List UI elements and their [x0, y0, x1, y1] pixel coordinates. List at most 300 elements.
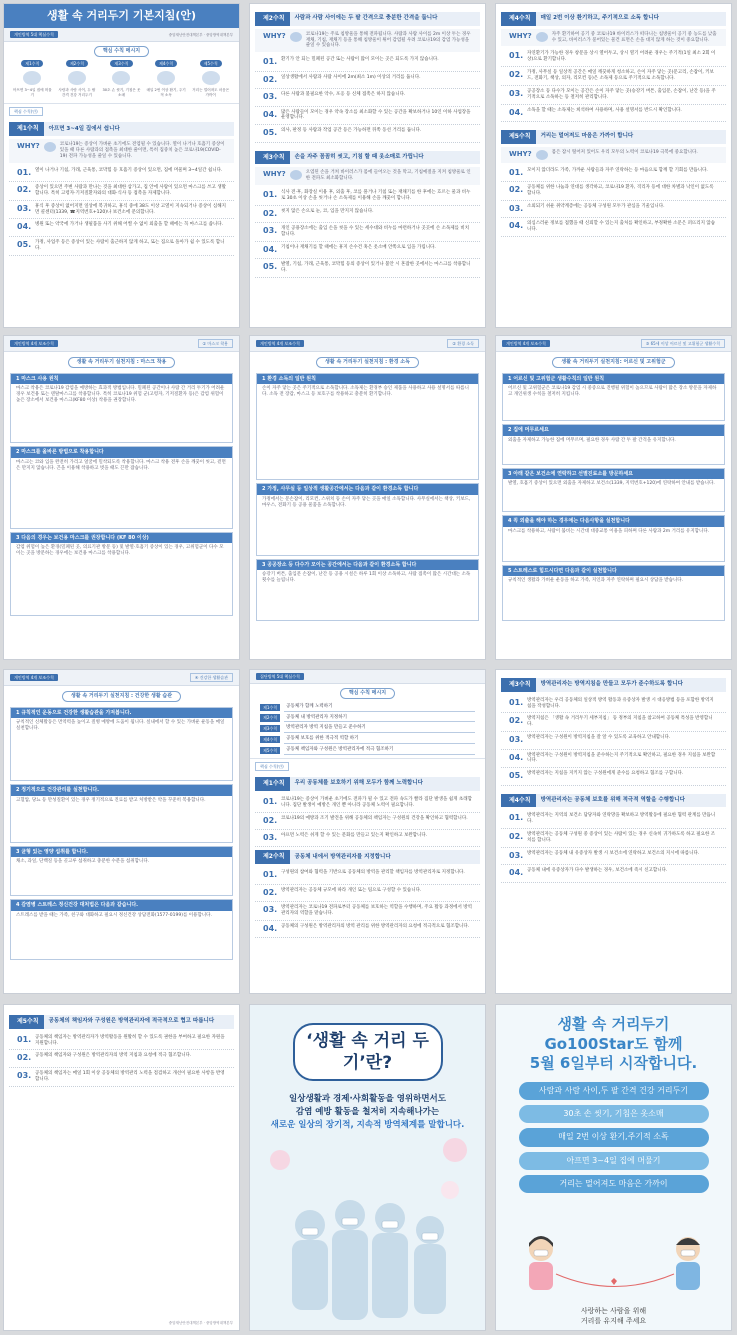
guideline-section	[502, 515, 725, 562]
item-number: 01.	[17, 1034, 32, 1044]
rule-item	[255, 867, 480, 884]
why-box	[501, 147, 726, 163]
agency-logos: 중앙재난안전대책본부 · 중앙방역대책본부	[168, 32, 233, 37]
rule-item	[255, 187, 480, 206]
rule-item	[255, 794, 480, 813]
rule-item	[501, 67, 726, 86]
detail-tag: 핵심 수칙(안)	[255, 762, 289, 771]
item-number: 03.	[17, 203, 32, 213]
section-strip	[496, 336, 731, 352]
rule-item	[255, 921, 480, 938]
page-title: 생활 속 거리두기 기본지침(안)	[4, 4, 239, 28]
rule-title: 거리는 멀어져도 마음은 가까이 합니다	[540, 133, 634, 140]
item-text: 공동체의 책임자와 구성원은 방역관리자의 방역 지침과 요청에 적극 협조합니다.	[35, 1053, 192, 1059]
agency-logos: 중앙재난안전대책본부 · 중앙방역대책본부	[168, 1321, 233, 1326]
guideline-pill: 생활 속 거리두기 실천지침 : 건강한 생활 습관	[62, 691, 181, 702]
msg-pill-wrap	[4, 46, 239, 57]
item-text: 의심스러운 정보를 접했을 때 신뢰할 수 있는지 출처를 확인하고, 부정확한 소문은 퍼뜨리지 않습니다.	[527, 221, 716, 233]
guideline-section	[10, 899, 233, 960]
rule-item	[255, 813, 480, 830]
rule-item	[501, 695, 726, 714]
item-text: 발열, 기침, 가래, 근육통, 코막힘 등의 증상이 있거나 불안 시 혼잡한 곳에서는 마스크를 착용합니다.	[281, 262, 471, 274]
guideline-section	[10, 532, 233, 617]
item-number: 04.	[263, 109, 278, 119]
rule-number: 제1수칙	[258, 777, 290, 791]
rule-item	[9, 182, 234, 201]
why-text: 몸은 잠시 떨어져 있어도 우리 모두의 노력이 코로나19 극복에 중요합니다.	[551, 149, 698, 155]
message-pill: 핵심 수칙 메시지	[94, 46, 149, 57]
rule-bars	[496, 1082, 731, 1194]
message-rule: 제4수칙	[260, 736, 280, 743]
group-guideline-page-1	[249, 669, 486, 994]
section-title: 2 집에 머무르세요	[503, 425, 724, 436]
rule-bar: 거리는 멀어져도 마음은 가까이	[519, 1175, 709, 1193]
item-number: 04.	[509, 107, 524, 117]
rule-header	[501, 12, 726, 26]
section-body: 손이 자주 닿는 곳은 주기적으로 소독합니다. 소독제는 환경부 승인 제품을 사용하고 사용 설명서를 따릅니다. 소독 전 장갑, 마스크 등 보호구를 착용하고 충분히 환기합니다.	[262, 386, 469, 398]
message-row	[260, 735, 475, 744]
item-text: 아프면 노력은 쉬게 할 수 있는 문화를 만들고 있는지 확인하고 보완합니다.	[281, 832, 428, 838]
message-text: 공동체 책임자와 구성원은 방역관리자에 적극 협조하기	[284, 746, 475, 755]
section-tag: 개인방역 4개 보조수칙	[10, 340, 58, 347]
item-number: 03.	[263, 92, 278, 102]
rule-item	[501, 48, 726, 67]
item-number: 04.	[263, 244, 278, 254]
rule-icon-text: 아프면 3~4일 집에 머물기	[12, 87, 52, 97]
rule-icon-1	[12, 60, 52, 97]
rule-item	[255, 125, 480, 142]
item-text: 소외되기 쉬운 취약계층에는 공동체 구성원 모두가 관심을 기울입니다.	[527, 203, 665, 209]
item-text: 공동체의 구성원은 방역관리자의 방역 관리를 위한 방역관리자의 요청에 적극적으로 협조합니다.	[281, 923, 470, 929]
item-text: 방역관리자는 지역의 보건소 담당자와 연락망을 확보하고 방역활동에 필요한 협력 관계를 만듭니다.	[527, 813, 716, 825]
rule-item	[501, 218, 726, 237]
rule-item	[9, 165, 234, 182]
guideline-section	[10, 846, 233, 897]
section-body: 감염 위험이 높은 환경(밀폐된 곳, 의료기관 방문 등) 및 발열·호흡기 증상이 있는 경우, 고위험군이 다수 모이는 곳을 방문하는 경우에는 보건용 마스크를 착용합니다.	[16, 545, 224, 557]
item-text: 열이 나거나 기침, 가래, 근육통, 코막힘 등 호흡기 증상이 있으면, 집에 머물며 3~4일간 쉽니다.	[35, 167, 223, 173]
section-title: 5 스트레스로 힘드시다면 다음과 같이 실천합니다	[503, 566, 724, 577]
item-text: 기침이나 재채기를 할 때에는 휴지 손수건 혹은 옷소매 안쪽으로 입을 가립니다.	[281, 244, 436, 250]
rule-item	[501, 750, 726, 769]
rule-item	[501, 810, 726, 829]
message-text: 공동체가 함께 노력하기	[284, 703, 475, 712]
rule-header	[501, 130, 726, 144]
rule-number: 제5수칙	[12, 1015, 44, 1029]
rule-item	[501, 105, 726, 122]
rule-icon-5	[191, 60, 231, 97]
rule-number: 제2수칙	[258, 850, 290, 864]
guideline-section	[10, 784, 233, 843]
section-body: 발열, 호흡기 증상이 있으면 외출을 자제하고 보건소(1339, 지역번호+120)에 연락하여 안내를 받습니다.	[508, 481, 715, 487]
rule-number: 제1수칙	[12, 122, 44, 136]
item-number: 05.	[17, 239, 32, 249]
rule-icons	[4, 57, 239, 100]
rule-item	[255, 107, 480, 126]
campaign-poster-start	[495, 1004, 732, 1331]
item-text: 개인 공용장소에는 출입 손을 씻을 수 있는 세수대와 비누를 마련하거나 곳곳에 손 소독제를 비치합니다.	[281, 226, 470, 237]
section-body: 채소, 과일, 단백질 등을 골고루 섭취하고 충분한 수분을 섭취합니다.	[16, 859, 150, 865]
item-number: 03.	[509, 203, 524, 213]
item-number: 05.	[263, 262, 278, 272]
section-strip	[4, 28, 239, 42]
virus-icon	[44, 142, 56, 152]
rule-icon-text: 거리는 멀어져도 마음은 가까이	[192, 87, 230, 97]
rule-item	[255, 54, 480, 71]
guideline-section	[502, 565, 725, 622]
item-number: 03.	[509, 88, 524, 98]
why-label: WHY?	[509, 149, 532, 158]
item-number: 05.	[263, 128, 278, 138]
rule-header	[9, 1015, 234, 1029]
item-text: 코로나19는 증상이 가벼운 초기에도 전파가 될 수 있고 전파 속도가 빨라 집단 발생을 쉽게 초래합니다. 집단 발생이 예방은 개인 뿐 아니라 공동체 노력이 필요합니다.	[281, 796, 472, 808]
pill-wrap	[250, 688, 485, 699]
rule-item	[255, 72, 480, 89]
handwash-icon	[112, 71, 130, 85]
ventilation-icon	[157, 71, 175, 85]
section-title: 2 가정, 사무실 등 일상적 생활공간에서는 다음과 같이 환경소독 합니다	[257, 484, 478, 495]
item-number: 02.	[509, 185, 524, 195]
item-number: 01.	[509, 167, 524, 177]
section-tag: 개인방역 5대 핵심수칙	[10, 31, 58, 38]
message-rule: 제2수칙	[260, 714, 280, 721]
poster-title-1: 생활 속 거리두기	[557, 1015, 670, 1033]
section-tag: 개인방역 4개 보조수칙	[256, 340, 304, 347]
rule-icon-label: 제3수칙	[110, 60, 132, 67]
section-body: 가정에서는 문손잡이, 리모컨, 스위치 등 손이 자주 닿는 곳을 매일 소독합니다. 사무실에서는 책상, 키보드, 마우스, 전화기 등 공용 물품을 소독합니다.	[262, 496, 471, 508]
rule-item	[9, 1068, 234, 1087]
item-text: 증상이 있으면 주변 사람과 만나는 것을 최대한 삼가고, 집 안에 사람이 있으면 마스크를 쓰고 생활합니다. 특히 고령자·기저질환자와의 대화·식사 등 접촉을 자제합니다.	[35, 185, 226, 196]
item-number: 03.	[263, 832, 278, 842]
item-number: 04.	[509, 752, 524, 762]
why-box	[9, 139, 234, 163]
rule-item	[501, 732, 726, 749]
guideline-section	[256, 483, 479, 556]
window-icon	[536, 32, 548, 42]
detail-tag-wrap	[250, 758, 485, 774]
section-title: 3 공공장소 등 다수가 모이는 공간에서는 다음과 같이 환경소독 합니다	[257, 560, 478, 571]
section-body: 마스크를 착용하고, 사람이 붐비는 시간대 대중교통 이용을 피하며 다른 사람과 2m 거리를 유지합니다.	[508, 528, 710, 534]
item-text: 일상생활에서 사람과 사람 사이에 2m(최소 1m) 이상의 거리를 둡니다.	[281, 74, 421, 80]
pill-wrap	[250, 357, 485, 368]
heart-icon	[202, 71, 220, 85]
item-text: 방역관리자는 구성원이 방역지침을 준수하는지 주기적으로 확인하고, 필요한 경우 지침을 보완합니다.	[527, 752, 716, 764]
rule-item	[501, 848, 726, 865]
guideline-page-3	[495, 3, 732, 328]
item-text: 코로나19의 예방과 조기 발견을 위해 공동체의 책임자는 구성원의 건강을 확인하고 협력합니다.	[281, 815, 468, 821]
item-number: 01.	[17, 167, 32, 177]
rule-item	[501, 165, 726, 182]
pill-wrap	[4, 357, 239, 368]
poster-line-1: 일상생활과 경제·사회활동을 영위하면서도	[289, 1094, 446, 1105]
item-text: 환기가 안 되는 밀폐된 공간 또는 사람이 많이 모이는 곳은 되도록 가지 않습니다.	[281, 57, 439, 63]
why-label: WHY?	[509, 31, 532, 40]
rule-item	[255, 89, 480, 106]
bottom-line-2: 거리를 유지해 주세요	[580, 1316, 647, 1325]
rule-item	[501, 768, 726, 785]
rule-item	[501, 829, 726, 848]
rule-icon-label: 제5수칙	[200, 60, 222, 67]
rule-bar: 아프면 3~4일 집에 머물기	[519, 1152, 709, 1170]
rule-icon-label: 제1수칙	[21, 60, 43, 67]
section-strip	[250, 336, 485, 352]
rule-number: 제4수칙	[504, 12, 536, 26]
group-guideline-page-3	[3, 1004, 240, 1331]
rule-header	[255, 12, 480, 26]
rule-number: 제3수칙	[258, 151, 290, 165]
why-text: 오염된 손을 거쳐 바이러스가 몸에 들어오는 것을 막고, 기침예절을 지켜 침방울로 인한 전파도 최소화합니다.	[305, 170, 471, 182]
rule-item	[9, 1050, 234, 1067]
poster-text	[250, 1093, 485, 1130]
section-body: 마스크 착용은 코로나19 감염을 예방하는 효과적 방법입니다. 밀폐된 공간이나 사람 간 거리 두기가 어려운 경우 보건용 또는 덴탈마스크를 착용합니다. 특히 코로나19 위험 군(고령자, 기저질환자 등)은 감염 위험이 높은 장소에서 보건용 마스크(KF80 이상) 착용을 권장합니다.	[16, 386, 225, 403]
section-body: 규칙적인 신체활동은 면역력을 높이고 질병 예방에 도움이 됩니다. 실내에서 할 수 있는 가벼운 운동을 매일 실천합니다.	[16, 720, 225, 732]
item-number: 03.	[263, 226, 278, 236]
guideline-pill: 생활 속 거리두기 실천지침: 어르신 및 고위험군	[552, 357, 674, 368]
rule-item	[501, 865, 726, 882]
section-body: 승강기 버튼, 출입문 손잡이, 난간 등 공용 시설은 하루 1회 이상 소독하고, 사람 접촉이 많은 시간대는 소독 횟수를 늘립니다.	[262, 572, 471, 584]
rule-title: 방역관리자는 공동체 보호를 위해 적극적 역할을 수행합니다	[540, 796, 685, 803]
guideline-page-1	[3, 3, 240, 328]
rule-number: 제3수칙	[504, 678, 536, 692]
item-number: 02.	[263, 208, 278, 218]
why-box	[501, 29, 726, 47]
rule-item	[255, 885, 480, 902]
children-illustration	[496, 1229, 732, 1304]
item-number: 03.	[509, 850, 524, 860]
rule-title: 손을 자주 꼼꼼히 씻고, 기침 할 때 옷소매로 가립니다	[294, 153, 424, 160]
people-illustration	[250, 1130, 486, 1330]
sub-tag: ① 마스크 착용	[198, 339, 233, 348]
pill-wrap	[496, 357, 731, 368]
why-box	[255, 29, 480, 53]
rule-item	[255, 902, 480, 921]
item-text: 병원 또는 약국에 가거나 생필품을 사기 위해 어쩔 수 없이 외출을 할 때에는 꼭 마스크를 씁니다.	[35, 222, 224, 228]
section-body: 외출을 자제하고 가능한 집에 머무르며, 필요한 경우 사람 간 두 팔 간격을 유지합니다.	[508, 437, 676, 443]
section-title: 1 규칙적인 운동으로 건강한 생활습관을 가져봅니다.	[11, 708, 232, 719]
item-text: 다른 사람과 불필요한 악수, 포옹 등 신체 접촉은 하지 않습니다.	[281, 92, 406, 98]
item-number: 04.	[509, 221, 524, 231]
message-row	[260, 714, 475, 723]
section-title: 1 환경 소독의 일반 원칙	[257, 374, 478, 385]
item-number: 01.	[263, 870, 278, 880]
message-row	[260, 703, 475, 712]
guideline-section	[502, 373, 725, 422]
rule-header	[9, 122, 234, 136]
sub-tag: ③ 65세 이상 어르신 및 고위험군 생활수칙	[641, 339, 725, 348]
message-pill: 핵심 수칙 메시지	[340, 688, 395, 699]
guideline-pill: 생활 속 거리두기 실천지침 : 환경 소독	[316, 357, 419, 368]
rule-header	[255, 850, 480, 864]
rule-title: 우리 공동체를 보호하기 위해 모두가 함께 노력합니다	[294, 780, 423, 787]
item-text: 방역관리자는 우리 공동체의 일상적 방역 활동과 유증상자 발생 시 대응방법 등을 포함한 방역지침을 작성합니다.	[527, 697, 714, 709]
guideline-pill: 생활 속 거리두기 실천지침 : 마스크 착용	[68, 357, 176, 368]
poster-title-2: Go100Star도 함께	[544, 1034, 683, 1053]
item-text: 방역관리자는 지침을 지키지 않는 구성원에게 준수를 요청하고 협조를 구합니다.	[527, 771, 684, 777]
item-text: 가정, 사업주 등은 증상이 있는 사람이 출근하지 않게 하고, 또는 집으로 돌아가 쉴 수 있도록 합니다.	[35, 239, 225, 251]
rule-number: 제5수칙	[504, 130, 536, 144]
campaign-poster-definition	[249, 1004, 486, 1331]
disinfection-guideline-page	[249, 335, 486, 660]
rule-bar: 매일 2번 이상 환기,주기적 소독	[519, 1128, 709, 1146]
rule-item	[9, 1032, 234, 1051]
elderly-guideline-page	[495, 335, 732, 660]
item-text: 방역관리자는 코로나19 전파로부터 공동체를 보호하는 역할을 수행하며, 주요 활동 과정에서 방역관리자의 역할을 맡습니다.	[281, 904, 472, 916]
rule-title: 매일 2번 이상 환기하고, 주기적으로 소독 합니다	[540, 15, 659, 22]
rule-item	[501, 201, 726, 218]
sub-tag: ② 환경 소독	[447, 339, 479, 348]
why-text: 자주 환기하여 공기 중 코로나19 바이러스가 떠다니는 침방울이 공기 중 농도를 낮출 수 있고, 바이러스가 묻어있는 물건 표면은 손을 대지 않게 하는 것이 중요합니다.	[551, 31, 717, 43]
rule-item	[9, 237, 234, 256]
section-title: 2 정기적으로 건강관리를 실천합니다.	[11, 785, 232, 796]
item-text: 식사 전·후, 화장실 이용 후, 외출 후, 코를 풀거나 기침 또는 재채기를 한 후에는 흐르는 물과 비누로 30초 이상 손을 씻거나 손 소독제를 이용해 손을 깨끗이 합니다.	[281, 190, 471, 201]
poster-line-2: 감염 예방 활동을 철저히 지속해나가는	[295, 1107, 440, 1118]
item-text: 공동체의 책임자는 방역관리자가 방역활동을 원활히 할 수 있도록 권한을 부여하고 필요한 자원을 지원합니다.	[35, 1034, 225, 1046]
rule-icon-text: 매일 2번 이상 환기, 주기적 소독	[146, 87, 186, 97]
item-text: 공동체 내에 유증상자가 다수 발생하는 경우, 보건소에 즉시 신고합니다.	[527, 868, 668, 874]
message-rule: 제5수칙	[260, 747, 280, 754]
why-label: WHY?	[17, 142, 40, 151]
section-title: 2 마스크를 올바른 방법으로 착용합니다	[11, 447, 232, 458]
section-body: 마스크는 코와 입을 완전히 가리고 얼굴에 밀착되도록 착용합니다. 마스크 착용 전후 손을 깨끗이 씻고, 겉면은 만지지 않습니다. 끈을 이용해 착용하고 벗을 때도 끈만 잡습니다.	[16, 459, 226, 471]
poster-line-emphasis: 새로운 일상의 장기적, 지속적 방역체계를 말합니다.	[270, 1119, 465, 1130]
item-number: 04.	[509, 868, 524, 878]
item-text: 방역관리자는 공동체 내 유증상자 발생 시 보건소에 연락하고 보건소의 지시에 따릅니다.	[527, 850, 700, 856]
rule-bar: 30초 손 씻기, 기침은 옷소매	[519, 1105, 709, 1123]
section-strip	[4, 670, 239, 686]
handwash-icon	[290, 170, 302, 180]
rule-item	[9, 201, 234, 220]
item-number: 04.	[263, 923, 278, 933]
distance-icon	[68, 71, 86, 85]
item-number: 02.	[509, 832, 524, 842]
item-text: 공공장소 등 다수가 모이는 공간은 손이 자주 닿는 곳(승강기 버튼, 출입문, 손잡이, 난간 등)을 주기적으로 소독하는 등 철저히 관리합니다.	[527, 88, 716, 100]
mask-guideline-page	[3, 335, 240, 660]
message-rule: 제1수칙	[260, 704, 280, 711]
section-title: 1 어르신 및 고위험군 생활수칙의 일반 원칙	[503, 374, 724, 385]
item-text: 공동체를 위한 나눔과 연대를 생각하고, 코로나19 환자, 격리자 등에 대한 차별과 낙인이 없도록 합니다.	[527, 185, 714, 196]
stay-home-icon	[23, 71, 41, 85]
rule-item	[255, 259, 480, 278]
section-title: 1 마스크 사용 원칙	[11, 374, 232, 385]
why-text: 코로나19는 주로 침방울을 통해 전파됩니다. 사람과 사람 사이를 2m 이상 두는 경우 재채, 기침, 재채기 등을 통해 침방울이 튀어 감염될 우려 코로나19의 감염 가능성을 줄일 수 있습니다.	[305, 31, 471, 49]
item-number: 03.	[263, 904, 278, 914]
message-row	[260, 724, 475, 733]
section-strip	[4, 336, 239, 352]
rule-icon-3	[101, 60, 141, 97]
poster-title-3: 5월 6일부터 시작합니다.	[529, 1054, 698, 1072]
guideline-section	[502, 424, 725, 465]
item-number: 02.	[17, 1053, 32, 1063]
item-number: 01.	[509, 697, 524, 707]
item-number: 02.	[263, 887, 278, 897]
item-text: 소독을 할 때는 소독제는 희석하여 사용하며, 사용 설명서를 반드시 확인합니다.	[527, 107, 682, 113]
guideline-section	[256, 559, 479, 622]
rule-item	[501, 713, 726, 732]
why-label: WHY?	[263, 31, 286, 40]
rule-number: 제2수칙	[258, 12, 290, 26]
section-body: 어르신 및 고위험군은 코로나19 감염 시 중증으로 진행될 위험이 높으므로 사람이 많은 장소 방문을 자제하고 개인위생 수칙을 철저히 지킵니다.	[508, 386, 717, 398]
item-text: 의사, 판정 등 사람과 작업 공간 등은 가능하면 뒤쪽 동선 거리를 둡니다.	[281, 128, 422, 134]
item-text: 많은 사람들이 모이는 경우 약속 장소를 최소화할 수 있는 공간을 확보하거나 10인 이하 사업장을 운영합니다.	[281, 109, 471, 121]
rule-title: 방역관리자는 방역지침을 만들고 모두가 준수하도록 합니다	[540, 681, 683, 688]
section-body: 규칙적인 생활과 가벼운 운동을 하고 가족, 지인과 자주 연락하며 필요시 상담을 받습니다.	[508, 578, 684, 584]
section-tag: 집단방역 5대 핵심수칙	[256, 673, 304, 680]
rule-header	[255, 777, 480, 791]
why-box	[255, 167, 480, 185]
pill-wrap	[4, 691, 239, 702]
rule-bar: 사람과 사람 사이,두 팔 간격 건강 거리두기	[519, 1082, 709, 1100]
item-number: 01.	[509, 813, 524, 823]
item-number: 01.	[263, 190, 278, 200]
item-number: 02.	[263, 74, 278, 84]
section-title: 3 다음의 경우는 보건용 마스크를 권장합니다 (KF 80 이상)	[11, 533, 232, 544]
section-title: 3 균형 있는 영양 섭취를 합니다.	[11, 847, 232, 858]
rule-icon-label: 제4수칙	[155, 60, 177, 67]
detail-tag-wrap	[4, 103, 239, 119]
bottom-line-1: 사랑하는 사람을 위해	[580, 1306, 647, 1315]
guideline-page-2	[249, 3, 486, 328]
item-text: 방역관리자는 공동체 구성원 중 증상이 있는 사람이 있는 경우 신속히 귀가하도록 하고 필요한 조치를 합니다.	[527, 832, 716, 843]
why-label: WHY?	[263, 170, 286, 179]
item-number: 03.	[509, 735, 524, 745]
guideline-section	[256, 373, 479, 481]
people-icon	[290, 32, 302, 42]
item-text: 휴식 후 증상이 없어지면 일상에 복귀하고, 휴식 중에 38도 이상 고열이 지속되거나 증상이 심해지면 콜센터(1339, ☎지역번호+120)나 보건소에 문의합니다.	[35, 203, 226, 215]
message-row	[260, 746, 475, 755]
message-text: 방역관리자 방역 지침을 만들고 준수하기	[284, 724, 475, 733]
rule-icon-text: 사람과 사람 사이, 두 팔 간격 건강 거리두기	[58, 87, 96, 97]
rule-number: 제4수칙	[504, 794, 536, 808]
rule-item	[501, 182, 726, 201]
heart-icon	[536, 150, 548, 160]
rule-item	[255, 242, 480, 259]
rule-icon-label: 제2수칙	[66, 60, 88, 67]
detail-tag: 핵심 수칙(안)	[9, 107, 43, 116]
item-number: 02.	[509, 716, 524, 726]
item-number: 01.	[263, 796, 278, 806]
rule-item	[255, 830, 480, 847]
item-text: 방역관리자는 구성원이 방역지침을 잘 알 수 있도록 교육하고 안내합니다.	[527, 735, 671, 741]
section-tag: 개인방역 4개 보조수칙	[10, 674, 58, 681]
guideline-section	[10, 373, 233, 444]
guideline-section	[502, 468, 725, 513]
item-text: 방역지침은 「생활 속 거리두기 세부지침」 등 정부의 지침을 참고하여 공동체 특성을 반영합니다.	[527, 716, 713, 728]
rule-icon-2	[57, 60, 97, 97]
item-text: 자연환기가 가능한 경우 창문을 상시 열어두고, 상시 열기 어려운 경우는 주기적(1일 최소 2회 이상)으로 환기합니다.	[527, 51, 716, 63]
poster-title: ‘생활 속 거리 두기’란?	[293, 1023, 443, 1081]
item-text: 방역관리자는 공동체 규모에 따라 개인 또는 팀으로 구성할 수 있습니다.	[281, 887, 422, 893]
rule-header	[501, 678, 726, 692]
group-guideline-page-2	[495, 669, 732, 994]
why-text: 코로나19는 증상이 가벼운 초기에도 전염될 수 있습니다. 열이 나거나 호흡기 증상이 있을 때 다른 사람과의 접촉을 최대한 줄이면, 특히 집중치 높은 코로나19(COVID-19) 전파 가능성을 줄일 수 있습니다.	[59, 142, 225, 159]
guideline-section	[10, 446, 233, 529]
item-number: 02.	[509, 70, 524, 80]
item-number: 05.	[509, 771, 524, 781]
section-title: 4 꼭 외출을 해야 하는 경우에는 다음사항을 실천합니다	[503, 516, 724, 527]
rule-item	[255, 206, 480, 223]
item-text: 구성원의 참여와 협력을 기반으로 공동체의 방역을 관리할 책임자를 방역관리자로 지정합니다.	[281, 870, 465, 876]
section-title: 3 아래 같은 보건소에 연락하고 선별진료소를 방문하세요	[503, 469, 724, 480]
item-number: 04.	[17, 222, 32, 232]
section-tag: 개인방역 4개 보조수칙	[502, 340, 550, 347]
item-number: 02.	[263, 815, 278, 825]
rule-title: 공동체 내에서 방역관리자를 지정합니다	[294, 853, 391, 860]
rule-header	[501, 794, 726, 808]
item-text: 모이지 않더라도 가족, 가까운 사람들과 자주 연락하는 등 마음으로 함께 할 기회를 만듭니다.	[527, 167, 708, 173]
sub-tag: ④ 건강한 생활습관	[190, 673, 233, 682]
rule-item	[501, 86, 726, 105]
section-body: 고혈압, 당뇨 등 만성질환이 있는 경우 정기적으로 진료를 받고 처방받은 약을 꾸준히 복용합니다.	[16, 797, 206, 803]
item-text: 가정, 사무실 등 일상적 공간은 매일 깨끗하게 청소하고, 손이 자주 닿는 곳(문고리, 손잡이, 키보드, 전화기, 책상, 의자, 리모컨 등)은 소독제 등으로 주기적으로 소독합니다.	[527, 70, 714, 82]
